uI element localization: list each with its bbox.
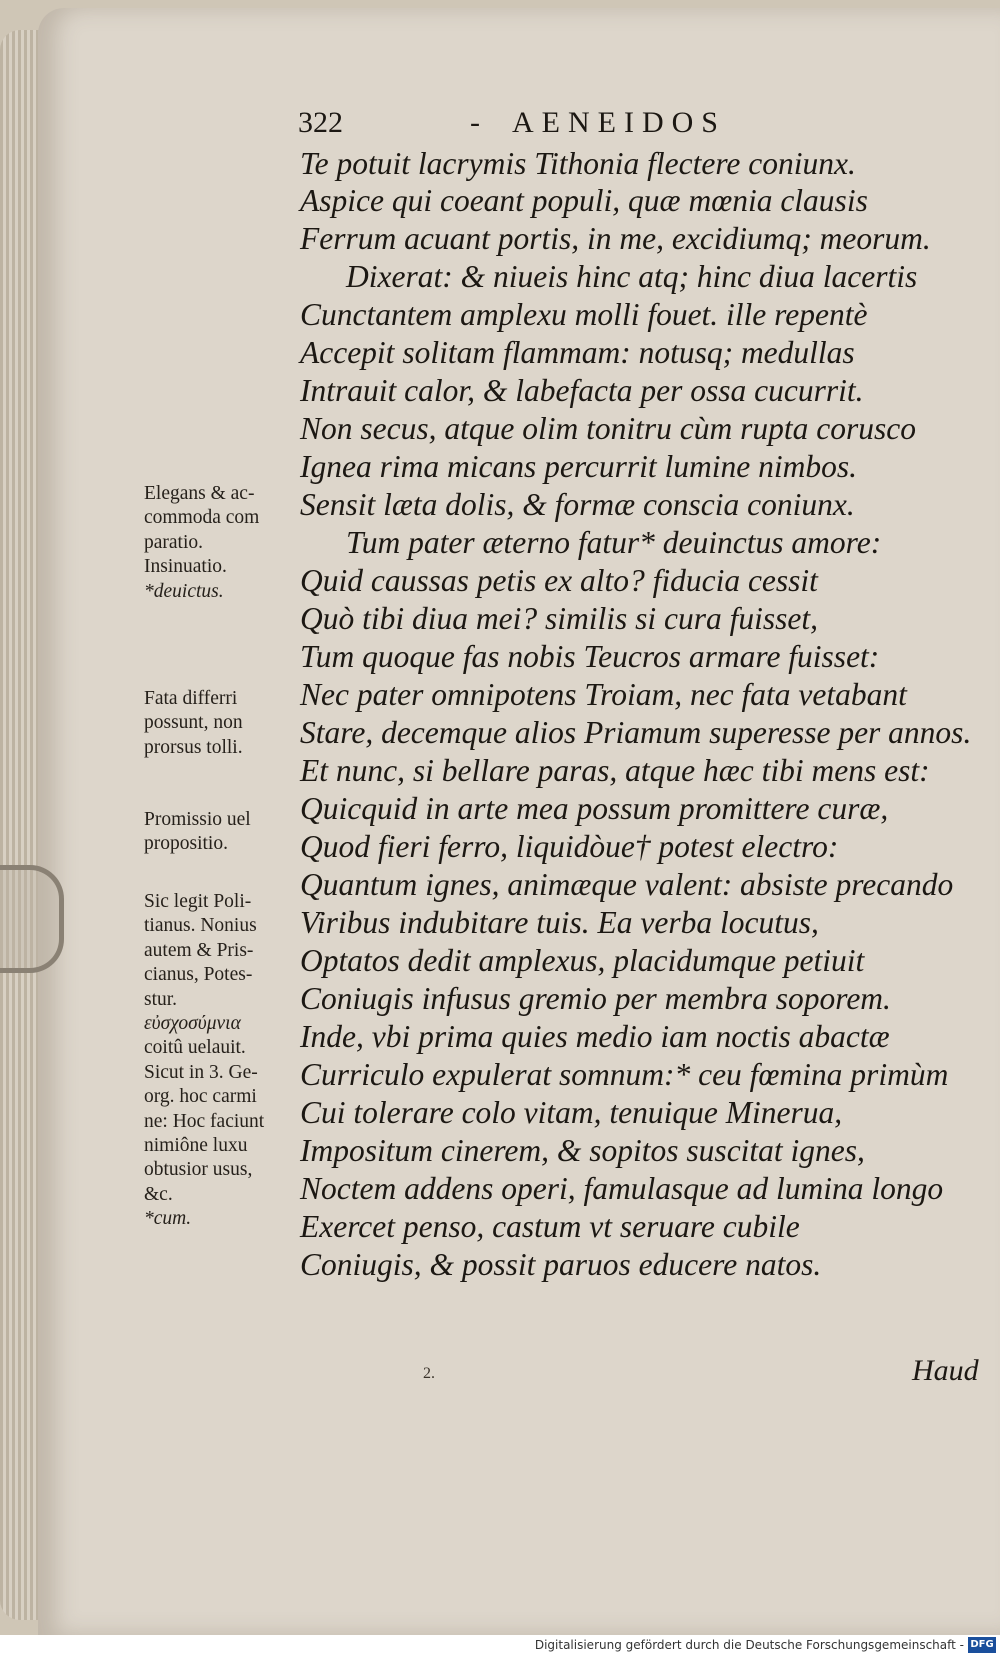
verse-line: Impositum cinerem, & sopitos suscitat ignes, (300, 1133, 865, 1168)
page-number: 322 (298, 106, 343, 139)
verse-line: Quantum ignes, animæque valent: absiste precando (300, 867, 954, 902)
book-clasp (0, 865, 64, 973)
footer-credit: Digitalisierung gefördert durch die Deutsche Forschungsgemeinschaft - (534, 1638, 964, 1652)
note-line: Sic legit Poli- (144, 891, 252, 912)
catchword: Haud (912, 1354, 979, 1387)
verse-line: Inde, vbi prima quies medio iam noctis abactæ (300, 1019, 890, 1054)
note-line: *deuictus. (144, 580, 224, 602)
verse-line: Tum quoque fas nobis Teucros armare fuisset: (300, 639, 880, 674)
header-dash: - (470, 106, 480, 139)
marginal-note (144, 808, 302, 857)
verse-line: Coniugis infusus gremio per membra soporem. (300, 981, 891, 1016)
note-line: paratio. (144, 531, 204, 553)
verse-line: Coniugis, & possit paruos educere natos. (300, 1247, 822, 1282)
verse-line: Nec pater omnipotens Troiam, nec fata vetabant (300, 677, 907, 712)
verse-line: Intrauit calor, & labefacta per ossa cucurrit. (300, 373, 864, 408)
note-line: coitû uelauit. (144, 1037, 246, 1059)
note-line: possunt, non (144, 712, 243, 734)
verse-line: Optatos dedit amplexus, placidumque petiuit (300, 943, 865, 978)
verse-line: Ignea rima micans percurrit lumine nimbos. (300, 449, 858, 484)
verse-line: Noctem addens operi, famulasque ad lumina longo (300, 1171, 944, 1206)
marginal-note (144, 687, 302, 760)
note-line: org. hoc carmi (144, 1086, 257, 1108)
verse-line: Stare, decemque alios Priamum superesse per annos. (300, 715, 972, 750)
verse-line: Quicquid in arte mea possum promittere curæ, (300, 791, 889, 826)
verse-line: Sensit læta dolis, & formæ conscia coniunx. (300, 487, 855, 522)
marginal-note (144, 890, 302, 1232)
marginal-note (144, 482, 302, 604)
verse-line: Quò tibi diua mei? similis si cura fuisset, (300, 601, 819, 636)
note-line: propositio. (144, 833, 228, 855)
verse-line: Viribus indubitare tuis. Ea verba locutus, (300, 905, 819, 940)
verse-line: Cui tolerare colo vitam, tenuique Minerua, (300, 1095, 843, 1130)
verse-line: Cunctantem amplexu molli fouet. ille repentè (300, 297, 868, 332)
note-line: *cum. (144, 1208, 192, 1230)
note-line: ne: Hoc faciunt (144, 1110, 265, 1132)
verse-line: Quod fieri ferro, liquidòue† potest electro: (300, 829, 839, 864)
running-header (298, 106, 818, 146)
note-line: nimiône luxu (144, 1135, 248, 1157)
verse-line: Ferrum acuant portis, in me, excidiumq; meorum. (300, 221, 931, 256)
verse-line: Aspice qui coeant populi, quæ mœnia clausis (300, 183, 868, 218)
note-line: autem & Pris- (144, 939, 254, 961)
note-line: &c. (144, 1183, 173, 1205)
note-line: εὐσχοσύμνια (144, 1013, 241, 1035)
note-line: commoda com (144, 507, 260, 529)
verse-line: Tum pater æterno fatur* deuinctus amore: (346, 525, 882, 560)
note-line: Insinuatio. (144, 556, 227, 578)
note-line: tianus. Nonius (144, 915, 257, 937)
verse-line: Curriculo expulerat somnum:* ceu fœmina primùm (300, 1057, 949, 1092)
note-line: cianus, Potes- (144, 964, 253, 986)
verse-line: Dixerat: & niueis hinc atq; hinc diua lacertis (346, 259, 918, 294)
page-edges (0, 30, 42, 1620)
verse-line: Accepit solitam flammam: notusq; medullas (300, 335, 855, 370)
digitization-footer (0, 1635, 1000, 1657)
verse-line: Non secus, atque olim tonitru cùm rupta corusco (300, 411, 916, 446)
verse-line: Quid caussas petis ex alto? fiducia cessit (300, 563, 818, 598)
verse-line: Et nunc, si bellare paras, atque hæc tibi mens est: (300, 753, 930, 788)
note-line: Sicut in 3. Ge- (144, 1061, 258, 1083)
note-line: Fata differri (144, 688, 238, 709)
note-line: obtusior usus, (144, 1159, 253, 1181)
note-line: prorsus tolli. (144, 736, 243, 758)
signature-mark: 2. (423, 1365, 435, 1382)
note-line: Promissio uel (144, 809, 251, 830)
note-line: stur. (144, 988, 178, 1010)
note-line: Elegans & ac- (144, 483, 255, 504)
verse-line: Exercet penso, castum vt seruare cubile (300, 1209, 800, 1244)
dfg-logo-icon: DFG (968, 1637, 996, 1653)
verse-line: Te potuit lacrymis Tithonia flectere coniunx. (300, 146, 856, 181)
running-title: AENEIDOS (512, 106, 726, 139)
